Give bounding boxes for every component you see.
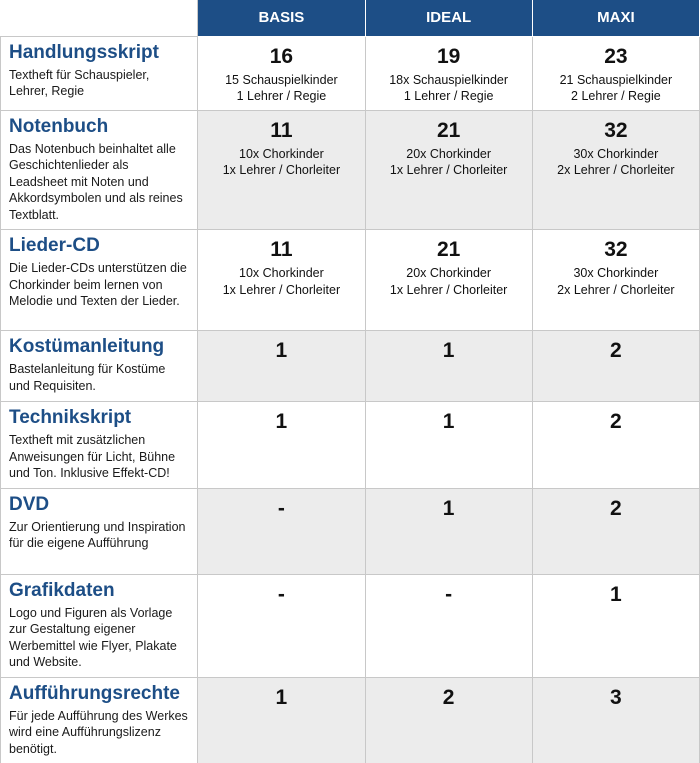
feature-description: Für jede Aufführung des Werkes wird eine Aufführungslizenz benötigt. xyxy=(9,708,188,756)
feature-cell xyxy=(1,36,198,110)
quantity-detail: 1x Lehrer / Chorleiter xyxy=(222,282,341,297)
quantity-detail: 20x Chorkinder xyxy=(406,266,492,280)
column-header-basis: BASIS xyxy=(198,0,365,36)
quantity: 2 xyxy=(610,496,622,520)
column-header-ideal: IDEAL xyxy=(365,0,532,36)
value-cell-maxi xyxy=(532,230,699,331)
quantity: 32 xyxy=(604,118,628,142)
quantity-detail: 30x Chorkinder xyxy=(573,146,659,161)
quantity-detail: 20x Chorkinder xyxy=(406,146,492,161)
quantity: 11 xyxy=(270,118,293,142)
feature-title: Handlungsskript xyxy=(9,41,159,63)
feature-description: Textheft mit zusätzlichen Anweisungen für Licht, Bühne und Ton. Inklusive Effekt-CD! xyxy=(9,433,176,480)
quantity-detail: 30x Chorkinder xyxy=(573,266,659,280)
table-row xyxy=(1,230,700,331)
quantity: 1 xyxy=(442,496,455,520)
table-row xyxy=(1,331,700,402)
feature-title: Kostümanleitung xyxy=(9,336,165,357)
feature-description: Logo und Figuren als Vorlage zur Gestaltung eigener Werbemittel wie Flyer, Plakate und Website. xyxy=(9,605,177,669)
quantity-detail: 2x Lehrer / Chorleiter xyxy=(557,282,675,297)
value-cell-ideal xyxy=(365,402,532,489)
quantity-detail: 15 Schauspielkinder xyxy=(225,72,338,87)
quantity-detail: 2x Lehrer / Chorleiter xyxy=(557,163,675,177)
feature-cell xyxy=(1,402,198,489)
feature-description: Zur Orientierung und Inspiration für die eigene Aufführung xyxy=(9,519,186,550)
table-row xyxy=(1,574,700,677)
quantity: - xyxy=(277,496,285,520)
quantity: 1 xyxy=(275,339,288,362)
value-cell-maxi xyxy=(532,110,699,230)
value-cell-basis xyxy=(198,331,365,402)
value-cell-basis xyxy=(198,36,365,110)
feature-description: Bastelanleitung für Kostüme und Requisiten. xyxy=(9,362,166,393)
value-cell-basis xyxy=(198,677,365,763)
feature-title: Grafikdaten xyxy=(9,579,115,601)
table-row xyxy=(1,110,700,230)
value-cell-ideal xyxy=(365,677,532,763)
quantity-detail: 1x Lehrer / Chorleiter xyxy=(222,163,341,177)
quantity: 1 xyxy=(275,410,288,433)
feature-cell xyxy=(1,110,198,230)
quantity: 2 xyxy=(610,410,622,433)
value-cell-maxi xyxy=(532,488,699,574)
quantity: 1 xyxy=(442,339,455,362)
value-cell-basis xyxy=(198,402,365,489)
quantity: 1 xyxy=(442,410,455,433)
value-cell-basis xyxy=(198,488,365,574)
feature-title: Aufführungsrechte xyxy=(9,682,180,704)
quantity-detail: 10x Chorkinder xyxy=(239,266,324,280)
value-cell-basis xyxy=(198,230,365,331)
quantity-detail: 21 Schauspielkinder xyxy=(559,72,673,87)
value-cell-ideal xyxy=(365,488,532,574)
quantity: 19 xyxy=(436,44,461,68)
feature-description: Das Notenbuch beinhaltet alle Geschichtenlieder als Leadsheet mit Noten und Akkordsymbolen und als reines Textblatt. xyxy=(9,141,183,222)
quantity-detail: 1x Lehrer / Chorleiter xyxy=(389,163,508,177)
quantity: 21 xyxy=(436,118,461,142)
value-cell-maxi xyxy=(532,402,699,489)
feature-title: Lieder-CD xyxy=(9,235,100,256)
quantity: 2 xyxy=(610,339,622,362)
value-cell-maxi xyxy=(532,677,699,763)
value-cell-ideal xyxy=(365,574,532,677)
feature-title: DVD xyxy=(9,493,50,515)
quantity: 1 xyxy=(275,685,288,709)
feature-description: Textheft für Schauspieler, Lehrer, Regie xyxy=(9,67,150,98)
quantity-detail: 2 Lehrer / Regie xyxy=(571,89,661,103)
quantity: - xyxy=(445,582,453,606)
value-cell-maxi xyxy=(532,36,699,110)
value-cell-ideal xyxy=(365,36,532,110)
feature-cell xyxy=(1,677,198,763)
header-row xyxy=(1,0,700,36)
value-cell-ideal xyxy=(365,331,532,402)
quantity: 11 xyxy=(270,238,293,261)
quantity: 21 xyxy=(436,238,461,261)
quantity: 1 xyxy=(610,582,622,606)
value-cell-maxi xyxy=(532,331,699,402)
quantity: 3 xyxy=(610,685,622,709)
value-cell-basis xyxy=(198,110,365,230)
quantity: 32 xyxy=(604,238,628,261)
quantity: 23 xyxy=(604,44,628,68)
feature-cell xyxy=(1,488,198,574)
feature-cell xyxy=(1,574,198,677)
quantity-detail: 1x Lehrer / Chorleiter xyxy=(389,282,508,297)
table-row xyxy=(1,402,700,489)
feature-cell xyxy=(1,331,198,402)
quantity: 16 xyxy=(269,44,294,68)
value-cell-maxi xyxy=(532,574,699,677)
feature-title: Notenbuch xyxy=(9,115,109,137)
value-cell-basis xyxy=(198,574,365,677)
quantity-detail: 10x Chorkinder xyxy=(239,146,324,161)
value-cell-ideal xyxy=(365,230,532,331)
feature-title: Technikskript xyxy=(9,407,132,428)
table-row xyxy=(1,488,700,574)
header-corner xyxy=(1,0,198,36)
feature-cell xyxy=(1,230,198,331)
feature-description: Die Lieder-CDs unterstützen die Chorkinder beim lernen von Melodie und Texten der Lieder. xyxy=(9,261,187,308)
quantity-detail: 1 Lehrer / Regie xyxy=(403,89,494,103)
quantity-detail: 18x Schauspielkinder xyxy=(389,72,509,87)
value-cell-ideal xyxy=(365,110,532,230)
quantity: - xyxy=(277,582,285,606)
table-row xyxy=(1,36,700,110)
quantity: 2 xyxy=(442,685,455,709)
quantity-detail: 1 Lehrer / Regie xyxy=(236,89,327,103)
table-row xyxy=(1,677,700,763)
column-header-maxi: MAXI xyxy=(532,0,699,36)
